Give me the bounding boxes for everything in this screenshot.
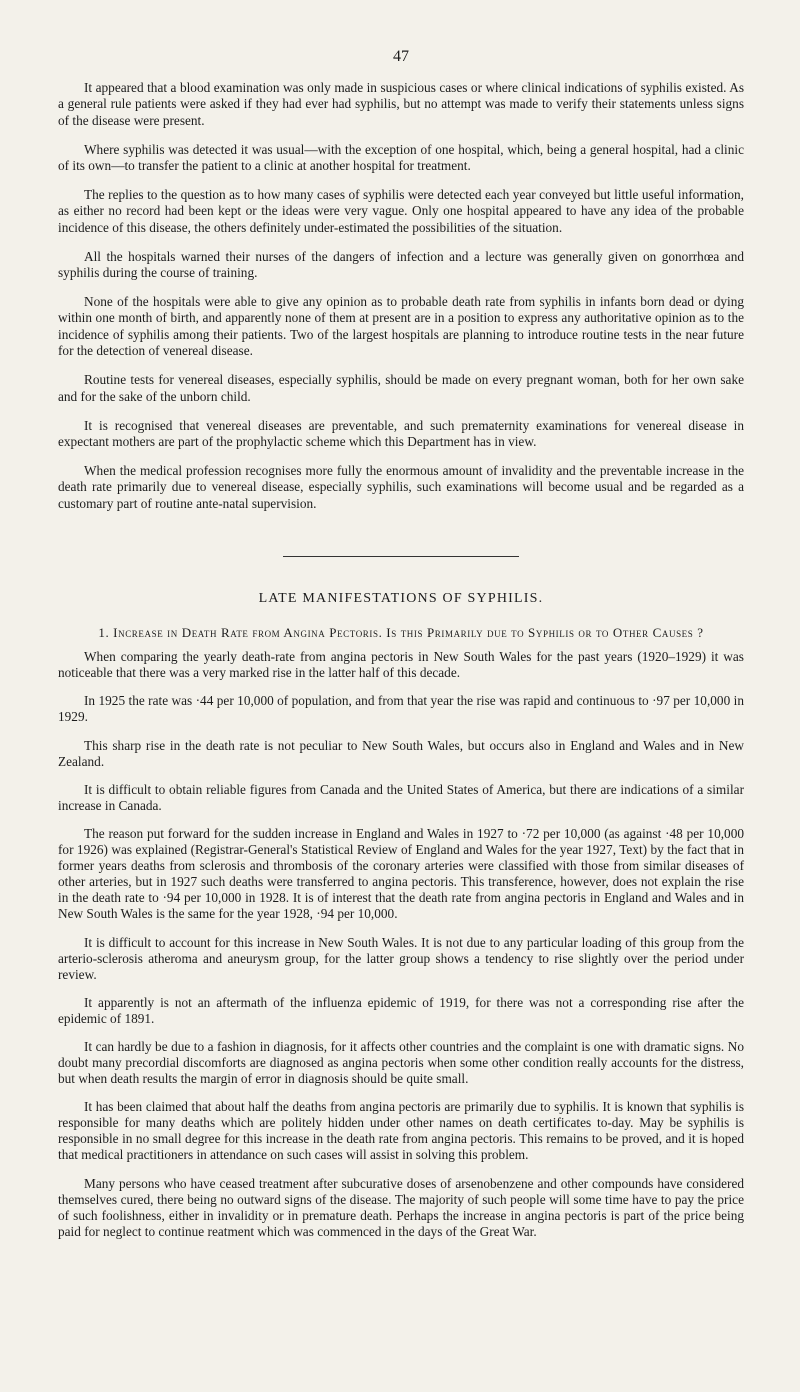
paragraph: In 1925 the rate was ·44 per 10,000 of population, and from that year the rise was rapid and continuous to ·97 per 10,000 in 1929. — [58, 693, 744, 725]
paragraph: It can hardly be due to a fashion in diagnosis, for it affects other countries and the complaint is one with dramatic signs. No doubt many precordial discomforts are diagnosed as angina pectoris when some other condition really accounts for the distress, but when death results the margin of error in diagnosis should be quite small. — [58, 1039, 744, 1087]
paragraph: Where syphilis was detected it was usual—with the exception of one hospital, which, being a general hospital, had a clinic of its own—to transfer the patient to a clinic at another hospital for treatment. — [58, 141, 744, 174]
intro-section — [58, 80, 744, 512]
paragraph: None of the hospitals were able to give any opinion as to probable death rate from syphilis in infants born dead or dying within one month of birth, and apparently none of them at present are in a position to express any authoritative opinion as to the incidence of syphilis among their patients. Two of the largest hospitals are planning to introduce routine tests in the near future for the detection of venereal disease. — [58, 294, 744, 359]
section-title: LATE MANIFESTATIONS OF SYPHILIS. — [258, 591, 544, 607]
paragraph: All the hospitals warned their nurses of the dangers of infection and a lecture was generally given on gonorrhœa and syphilis during the course of training. — [58, 248, 744, 281]
subsection-title: 1. Increase in Death Rate from Angina Pectoris. Is this Primarily due to Syphilis or to Other Causes ? — [98, 625, 704, 641]
paragraph: Routine tests for venereal diseases, especially syphilis, should be made on every pregnant woman, both for her own sake and for the sake of the unborn child. — [58, 372, 744, 404]
paragraph: It is difficult to obtain reliable figures from Canada and the United States of America, but there are indications of a similar increase in Canada. — [58, 781, 744, 813]
paragraph: The replies to the question as to how many cases of syphilis were detected each year conveyed but little useful information, as either no record had been kept or the ideas were very vague. Only one hospital appeared to have any idea of the probable incidence of this disease, the others definitely under-estimated the possibilities of the situation. — [58, 187, 744, 235]
paragraph: It is recognised that venereal diseases are preventable, and such prematernity examinations for venereal disease in expectant mothers are part of the prophylactic scheme which this Department has in view. — [58, 417, 744, 449]
page-number: 47 — [393, 48, 409, 65]
section-divider — [283, 556, 519, 557]
paragraph: When comparing the yearly death-rate from angina pectoris in New South Wales for the past years (1920–1929) it was noticeable that there was a very marked rise in the latter half of this decade. — [58, 649, 744, 681]
paragraph: When the medical profession recognises more fully the enormous amount of invalidity and the preventable increase in the death rate primarily due to venereal disease, especially syphilis, such examinations will become usual and be regarded as a customary part of routine ante-natal supervision. — [58, 462, 744, 511]
paragraph: It appeared that a blood examination was only made in suspicious cases or where clinical indications of syphilis existed. As a general rule patients were asked if they had ever had syphilis, but no attempt was made to verify their statements unless signs of the disease were present. — [58, 80, 744, 128]
paragraph: It apparently is not an aftermath of the influenza epidemic of 1919, for there was not a corresponding rise after the epidemic of 1891. — [58, 994, 744, 1026]
paragraph: It is difficult to account for this increase in New South Wales. It is not due to any particular loading of this group from the arterio-sclerosis atheroma and aneurysm group, for the latter group shows a tendency to rise slightly over the period under review. — [58, 934, 744, 982]
paragraph: The reason put forward for the sudden increase in England and Wales in 1927 to ·72 per 10,000 (as against ·48 per 10,000 for 1926) was explained (Registrar-General's Statistical Review of England and Wales for the year 1927, Text) by the fact that in former years deaths from sclerosis and thrombosis of the coronary arteries were classified with those from similar diseases of other arteries, but in 1927 such deaths were transferred to angina pectoris. This transference, however, does not explain the rise in the death rate to ·94 per 10,000 in 1928. It is of interest that the death rate from angina pectoris in England and Wales and in New South Wales is the same for the year 1928, ·94 per 10,000. — [58, 826, 744, 922]
paragraph: It has been claimed that about half the deaths from angina pectoris are primarily due to syphilis. It is known that syphilis is responsible for many deaths which are politely hidden under other names on death certificates to-day. May be syphilis is responsible in no small degree for this increase in the death rate from angina pectoris. This remains to be proved, and it is hoped that medical practitioners in attendance on such cases will assist in solving this problem. — [58, 1099, 744, 1163]
paragraph: Many persons who have ceased treatment after subcurative doses of arsenobenzene and other compounds have considered themselves cured, there being no outward signs of the disease. The majority of such people will some time have to pay the price of such foolishness, either in invalidity or in premature death. Perhaps the increase in angina pectoris is part of the price being paid for neglect to continue reatment which was commenced in the days of the Great War. — [58, 1175, 744, 1239]
paragraph: This sharp rise in the death rate is not peculiar to New South Wales, but occurs also in England and Wales and in New Zealand. — [58, 737, 744, 769]
section-body — [58, 649, 744, 1240]
